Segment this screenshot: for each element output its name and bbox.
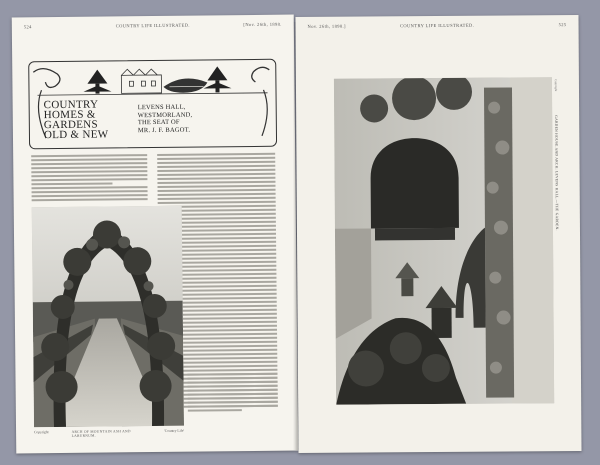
series-title-line: COUNTRY xyxy=(43,98,99,112)
photo-caption-right xyxy=(554,115,568,365)
article-masthead xyxy=(28,59,277,150)
caption-text: GARDEN HOUSE AND ARCH: LEVENS HALL.—THE GARDEN. xyxy=(554,115,559,231)
page-number: 524 xyxy=(23,24,32,30)
series-title-line: OLD & NEW xyxy=(43,128,109,142)
subtitle-line: WESTMORLAND, xyxy=(137,111,193,119)
article-subtitle xyxy=(138,103,238,134)
subtitle-line: MR. J. F. BAGOT. xyxy=(137,126,191,134)
photo-credit: Copyright xyxy=(34,430,49,435)
page-number: 525 xyxy=(558,22,567,28)
running-head-right xyxy=(308,22,567,33)
photo-credit: 'Country Life' xyxy=(164,428,185,433)
photo-caption-left xyxy=(34,429,184,439)
garden-arch-image xyxy=(32,206,184,428)
running-title: COUNTRY LIFE ILLUSTRATED. xyxy=(115,22,190,29)
garden-house-image xyxy=(334,77,554,405)
issue-date: [Nov. 26th, 1898. xyxy=(243,21,282,28)
left-page xyxy=(12,15,299,454)
issue-date: Nov. 26th, 1898.] xyxy=(307,23,346,29)
series-title-line: HOMES & xyxy=(43,108,96,122)
series-title-line: GARDENS xyxy=(43,118,98,132)
subtitle-line: THE SEAT OF xyxy=(137,118,180,127)
photo-garden-arch xyxy=(32,206,184,428)
subtitle-line: LEVENS HALL, xyxy=(137,103,186,112)
photo-garden-house xyxy=(334,77,554,405)
running-title: COUNTRY LIFE ILLUSTRATED. xyxy=(399,22,475,29)
caption-text: ARCH OF MOUNTAIN ASH AND LABURNUM. xyxy=(71,429,131,438)
body-text-column-2-end xyxy=(187,371,277,414)
body-text-column-1 xyxy=(31,152,148,203)
magazine-spread xyxy=(14,16,580,452)
running-head-left xyxy=(24,22,282,34)
series-title xyxy=(44,99,134,140)
right-page xyxy=(295,15,581,453)
photo-credit-text: Copyright xyxy=(553,79,559,92)
